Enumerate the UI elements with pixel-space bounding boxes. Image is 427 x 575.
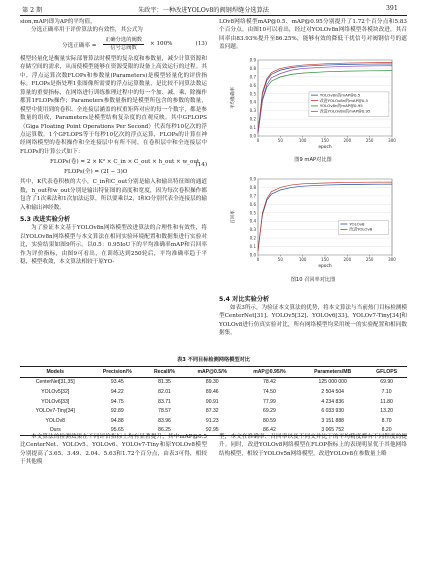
figure-10-caption: 图10 召回率对比图 xyxy=(290,277,336,283)
cell: 69.29 xyxy=(263,408,276,415)
legend-entry: YOLOv8n的mAP@0.5 xyxy=(319,92,361,98)
x-tick-label: 50 xyxy=(277,138,283,143)
formula-13-number: (13) xyxy=(195,40,207,47)
col-header: Parameters/MB xyxy=(314,368,352,375)
cell: 7.10 xyxy=(381,388,392,395)
y-tick-label: 0.5 xyxy=(249,91,256,97)
cell: 81.35 xyxy=(158,379,171,386)
x-tick-label: 200 xyxy=(343,257,352,262)
y-axis-label: 平均准确率 xyxy=(231,87,236,109)
cell: 69.90 xyxy=(380,379,393,386)
cell: 8.20 xyxy=(381,427,392,434)
cell: 78.42 xyxy=(263,379,276,386)
table-row xyxy=(20,416,407,426)
cell-model: YOLOv7-Tiny[34] xyxy=(35,408,75,415)
y-tick-label: 0.6 xyxy=(249,82,256,88)
model-paragraph: 模型轻量化是衡量实际部署算法时模型的复杂度和参数量，减少计算资源和存储空间的需求，从而使模型能够在资源受限的设备上高效运行的过程。其中，浮点运算次数FLOPs和参数量(Parameters)是模型轻量化的评价指标。FLOPs是指处理1张图像所需要的浮点运算数量，是比较不同算法数运算量的重要指标，在网络进行训练推理过程中的每一个加、减、乘、除操作都算1FLOPs操作；Parameters参数量指的是模型所包含的参数的数量，模型中使用到的卷积、全连接层涵盖的权重矩阵对应的每一个数字，都是参数量的组成，Parameters是模型结构复杂度的直观反映。其中GFLOPS（Giga Floating Point Operations Per Second）代表每秒10亿次的浮点运算数。1个GFLOPS等于每秒10亿次的浮点运算，FLOPs的计算在神经网络模型的卷积操作和全连接层中有所不同，在卷积层中和全连接层中FLOPs的计算公式如下： xyxy=(20,55,207,155)
table-row xyxy=(20,377,407,387)
cell: 92.95 xyxy=(205,427,219,434)
col-header: GFLOPS xyxy=(376,368,398,375)
cell: 6 033 930 xyxy=(321,408,345,415)
x-tick-label: 100 xyxy=(298,257,307,262)
bottom-right-paragraph: 型，本文在准确率、召回率以及不同交并比下的平均精度都有不同程度的提升。同时，改进YOLOv8网络模型在FLOP指标上的表现明显优于其他网络结构模型，相较于YOLOv5n网络模型，改进YOLOv8在参数量上略 xyxy=(219,434,407,457)
formula-13-numerator: 正确分选的阀数 xyxy=(105,36,143,43)
cell: 86.42 xyxy=(263,427,276,434)
cell: 80.59 xyxy=(263,417,276,424)
comparison-paragraph: 如表3所示，为验证本文算法的优势，将本文算法与当前热门目标检测模型CenterNet[31]、YOLOv5[32]、YOLOv6[33]、YOLOv7-Tiny[34]和YOLOv8进行仿真实验对比，所有网络模型均采用统一的实验配置和相同数据集。 xyxy=(219,305,407,337)
bottom-left-paragraph: 本文算法的检测效果在不同评价指标上均有显著提升，其中mAP@0.5比CenterNet、YOLOv5、YOLOv6、YOLOv7-Tiny和原YOLOv8模型分别提高了3.65、3.49、2.04、5.63和1.72个百分点，由表3可得，相较于其他模 xyxy=(20,434,207,466)
cell-model: YOLOv8 xyxy=(45,417,65,424)
bottom-right-column xyxy=(219,433,407,458)
col-header: mAP@0.95/% xyxy=(253,368,286,375)
y-tick-label: 0.2 xyxy=(249,116,256,122)
x-tick-label: 0 xyxy=(256,257,260,262)
table-3-caption: 表3 不同目标检测网络模型对比 xyxy=(177,357,250,363)
x-tick-label: 250 xyxy=(365,257,374,262)
formula-14-conv: FLOPs(卷) = 2 × K² × C_in × C_out × h_out × w_out xyxy=(50,159,200,166)
col-header: Models xyxy=(46,368,64,375)
formula-13 xyxy=(20,35,207,55)
formula-13-denominator: 信号总阀数 xyxy=(110,44,137,51)
running-title: 朱政宇：一种改进YOLOv8的阀钢焊缝分选算法 xyxy=(138,7,269,14)
x-tick-label: 300 xyxy=(388,138,396,143)
cell: 83.96 xyxy=(158,417,171,424)
y-tick-label: 0.0 xyxy=(249,133,256,139)
y-tick-label: 0.8 xyxy=(249,65,256,71)
fig10-plot xyxy=(229,177,396,270)
legend-entry: YOLOv8n的mAP@0.95 xyxy=(319,103,363,109)
page-number: 391 xyxy=(386,5,398,12)
section-5-4-heading: 5.4 对比实验分析 xyxy=(219,296,270,303)
col-header: Precision/% xyxy=(102,368,132,375)
legend-entry: 改进YOLOv8n的mAP@0.95 xyxy=(319,108,371,114)
table-row xyxy=(20,397,407,407)
variables-paragraph: 其中，K代表卷积核的大小，C_in和C_out分别是输入和输出特征图的通道数，h_out和w_out分别是输出特征图的高度和宽度，因为每次卷积操作都包含了1次乘法和1次加法运算，所以要乘以2，I和O分别代表全连接层的输入和输出神经数。 xyxy=(20,179,207,211)
x-tick-label: 0 xyxy=(256,138,260,143)
cell-model: Ours xyxy=(49,427,61,434)
cell: 94.22 xyxy=(110,388,124,395)
legend-entry: 改进YOLOv8n的mAP@0.5 xyxy=(319,97,369,103)
cell: 8.70 xyxy=(381,417,392,424)
y-tick-label: 0.4 xyxy=(249,99,256,105)
formula-14-fc: FLOPs(全) = (2I − 3)O xyxy=(64,169,128,176)
cell: 92.89 xyxy=(110,408,124,415)
x-tick-label: 50 xyxy=(277,257,283,262)
figure-10-recall-chart xyxy=(228,173,400,275)
cell: 87.32 xyxy=(205,408,219,415)
rate-paragraph: 分选正确率用于评价算法的有效性，其公式为 xyxy=(31,27,143,34)
cell: 11.80 xyxy=(380,398,393,405)
formula-13-lhs: 分选正确率 = xyxy=(62,42,97,49)
cell: 90.91 xyxy=(205,398,219,405)
y-tick-label: 0.3 xyxy=(249,227,256,233)
cell: 91.23 xyxy=(205,417,219,424)
cell: 93.45 xyxy=(110,379,124,386)
cell: 89.30 xyxy=(205,379,219,386)
experiment-paragraph: 为了验证本文基于YOLOv8n网络模型改进算法的合理性和有效性，将以YOLOv8n网络模型与本文算法在相同实验环境配置和数据集进行实验对比，实验结果如图9所示。以0.5：0.95IoU下的平均准确率mAP和召回率作为评价指标，由图9可看出，在训练达到250轮后，平均准确率趋于平稳，模型收敛，本文算法相较于原YO- xyxy=(20,225,207,265)
y-tick-label: 0.3 xyxy=(249,108,256,114)
cell-model: YOLOv5[32] xyxy=(41,388,70,395)
x-tick-label: 200 xyxy=(343,138,352,143)
figure-9-caption: 图9 mAP对比图 xyxy=(294,157,332,163)
col-header: mAP@0.5/% xyxy=(197,368,228,375)
table-3 xyxy=(20,366,407,436)
intro-line: sion,mAP)即为AP的平均值。 xyxy=(20,19,96,25)
legend-entry: YOLOv8 xyxy=(349,221,365,227)
table-row xyxy=(20,406,407,416)
table-header-row xyxy=(20,367,407,378)
right-column-lower xyxy=(219,294,407,338)
formula-13-tail: × 100% xyxy=(150,40,173,47)
y-tick-label: 0.8 xyxy=(249,184,256,190)
cell: 94.88 xyxy=(110,417,124,424)
y-axis-label: 召回率 xyxy=(231,210,236,224)
y-tick-label: 0.7 xyxy=(249,193,256,199)
formula-13-fraction xyxy=(103,37,144,52)
cell: 78.57 xyxy=(158,408,171,415)
cell: 74.50 xyxy=(263,388,276,395)
figure-9-map-chart xyxy=(228,54,400,156)
x-tick-label: 150 xyxy=(321,257,329,262)
col-header: Recall/% xyxy=(154,368,175,375)
x-tick-label: 300 xyxy=(388,257,396,262)
x-axis-label: epoch xyxy=(318,264,332,269)
right-column-top xyxy=(219,18,407,52)
cell: 3 065 752 xyxy=(321,427,345,434)
issue-label: 第 2 期 xyxy=(22,7,43,14)
formula-14-number: (14) xyxy=(195,162,207,169)
cell: 82.01 xyxy=(158,388,171,395)
x-tick-label: 150 xyxy=(321,138,329,143)
header-rule xyxy=(20,15,407,16)
y-tick-label: 0.0 xyxy=(249,252,256,258)
cell: 77.99 xyxy=(263,398,276,405)
cell: 4 234 836 xyxy=(321,398,345,405)
cell: 83.71 xyxy=(158,398,171,405)
x-tick-label: 250 xyxy=(365,138,374,143)
cell: 89.46 xyxy=(205,388,219,395)
cell: 125 000 000 xyxy=(318,379,347,386)
y-tick-label: 0.4 xyxy=(249,218,256,224)
x-axis-label: epoch xyxy=(318,145,332,150)
left-column xyxy=(20,18,207,266)
y-tick-label: 0.1 xyxy=(249,125,256,131)
cell: 13.20 xyxy=(380,408,393,415)
formula-14 xyxy=(20,156,207,178)
fig9-plot xyxy=(229,58,396,151)
plot-frame xyxy=(258,179,392,255)
cell-model: YOLOv6[33] xyxy=(41,398,70,405)
cell: 3 151 888 xyxy=(321,417,345,424)
y-tick-label: 0.9 xyxy=(249,57,256,63)
y-tick-label: 0.1 xyxy=(249,244,256,250)
results-paragraph: LOv8网络模型mAP@0.5、mAP@0.95分别提升了1.72个百分点和5.83个百分点。由图10可以看出，经过对YOLOv8n网络模型各模块改进，其召回率由83.93%提升至86.25%，能够有效的降低干扰信号对阀钢信号的遮盖问题。 xyxy=(219,19,407,51)
y-tick-label: 0.6 xyxy=(249,201,256,207)
section-5-3-heading: 5.3 改进实验分析 xyxy=(20,216,71,224)
y-tick-label: 0.5 xyxy=(249,210,256,216)
cell: 86.25 xyxy=(158,427,171,434)
cell-model: CenterNet[31,35] xyxy=(35,379,75,386)
cell: 95.65 xyxy=(110,427,124,434)
y-tick-label: 0.7 xyxy=(249,74,256,80)
legend-entry: 改进YOLOv8 xyxy=(349,226,373,232)
cell: 94.75 xyxy=(110,398,124,405)
cell: 2 504 504 xyxy=(321,388,345,395)
y-tick-label: 0.2 xyxy=(249,235,256,241)
bottom-left-column xyxy=(20,433,207,467)
y-tick-label: 0.9 xyxy=(249,176,256,182)
table-row xyxy=(20,387,407,397)
x-tick-label: 100 xyxy=(298,138,307,143)
